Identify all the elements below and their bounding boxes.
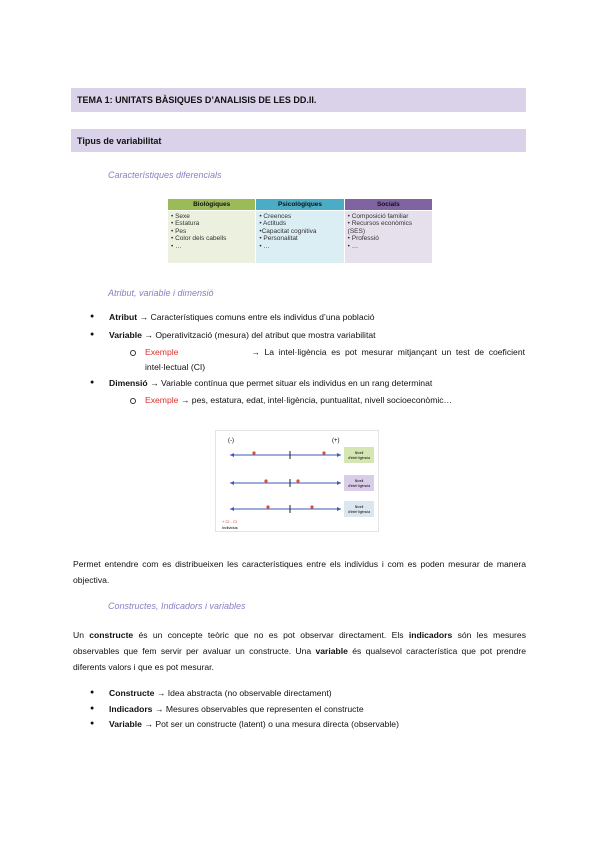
example-label: Exemple (145, 395, 179, 405)
bullet-circle (130, 398, 136, 404)
figure-box-label: Nivell (354, 505, 364, 509)
para-text: són les mesures observables que fem servir per avaluar un constructe. Una (73, 630, 526, 656)
table-item: (SES) (347, 227, 365, 235)
header-band (71, 88, 526, 112)
figure-box-sub: d'intel·ligència (347, 510, 371, 514)
table-item: • … (259, 242, 270, 250)
term-indicadors: indicadors (408, 630, 453, 640)
example-2-text: → pes, estatura, edat, intel·ligència, puntualitat, nivell socioeconòmic… (178, 395, 453, 405)
subheading-attribute: Atribut, variable i dimensió (108, 288, 214, 298)
example-1 (145, 347, 525, 358)
figure-box-sub: d'intel·ligència (347, 484, 371, 488)
list-item-indicadors (109, 704, 364, 715)
table-header-bio: Biològiques (168, 199, 256, 211)
table-item: •Capacitat cognitiva (259, 227, 317, 235)
characteristics-table (167, 198, 433, 264)
table-item: • Estatura (171, 220, 200, 228)
person-icon (266, 505, 269, 508)
table-item: • Creences (259, 213, 292, 220)
bullet-dot: ● (90, 313, 95, 320)
bullet-dot: ● (90, 379, 95, 386)
term-atribut: Atribut (109, 312, 138, 322)
example-label: Exemple (145, 347, 179, 357)
figure-row-3 (230, 501, 374, 517)
list-item-variable (109, 330, 376, 341)
person-icon (296, 479, 299, 482)
figure-box-label: Nivell (354, 479, 364, 483)
table-item: • Personalitat (259, 235, 298, 243)
table-item: • Color dels cabells (171, 235, 227, 243)
table-item: • Composició familiar (347, 213, 409, 220)
section-title: Tipus de variabilitat (77, 136, 162, 146)
section-band (71, 129, 526, 152)
table-item: • Sexe (171, 213, 190, 220)
person-icon (310, 505, 313, 508)
bullet-dot: ● (90, 689, 95, 696)
table-header-soc: Socials (344, 199, 432, 211)
subheading-characteristics: Característiques diferencials (108, 170, 222, 180)
para-text: és qualsevol característica que pot prendre diferents valors i que es pot mesurar. (73, 646, 526, 672)
term-variable: Variable (109, 330, 142, 340)
paragraph-distribution: Permet entendre com es distribueixen les característiques entre els individus i com es poden mesurar de manera objectiva. (73, 559, 526, 585)
paragraph-constructs (73, 627, 526, 675)
figure-footer-ci: + CI - CI (222, 519, 238, 524)
table-header-psi: Psicològiques (256, 199, 344, 211)
figure-box-label: Nivell (354, 451, 364, 455)
bullet-dot: ● (90, 331, 95, 338)
person-icon (252, 451, 255, 454)
table-cell-psi (256, 211, 344, 264)
table-item: • Actituds (259, 220, 287, 228)
bullet-dot: ● (90, 720, 95, 727)
list-item-constructe (109, 688, 332, 699)
figure-footer-individus: Individus (222, 525, 238, 530)
para-text: Un (73, 630, 90, 640)
bullet-dot: ● (90, 705, 95, 712)
list-item-variable-2 (109, 719, 399, 730)
figure-minus-label: (-) (228, 438, 234, 444)
list-item-atribut (109, 312, 375, 323)
term: Indicadors (109, 704, 153, 714)
dimension-diagram (216, 431, 378, 531)
person-icon (322, 451, 325, 454)
example-1-cont: intel·lectual (CI) (145, 362, 206, 372)
term: Variable (109, 719, 142, 729)
term-dimensio: Dimensió (109, 378, 148, 388)
person-icon (264, 479, 267, 482)
figure-row-2 (230, 475, 374, 491)
text-dimensio: → Variable contínua que permet situar els individus en un rang determinat (147, 378, 433, 388)
table-cell-bio (168, 211, 256, 264)
table-item: • … (171, 242, 182, 250)
para-text: és un concepte teòric que no es pot observar directament. Els (133, 630, 409, 640)
term: Constructe (109, 688, 155, 698)
term-variable: variable (315, 646, 348, 656)
dimension-figure (215, 430, 379, 532)
page-title: TEMA 1: UNITATS BÀSIQUES D’ANALISIS DE LES DD.II. (77, 95, 317, 105)
figure-plus-label: (+) (332, 438, 340, 444)
term-text: → Pot ser un constructe (latent) o una mesura directa (observable) (141, 719, 399, 729)
term-text: → Mesures observables que representen el constructe (152, 704, 364, 714)
table-item: • Recursos econòmics (347, 220, 413, 228)
example-2 (145, 395, 452, 406)
example-1-text: → La intel·ligència es pot mesurar mitjançant un test de coeficient (251, 347, 525, 357)
term-constructe: constructe (89, 630, 134, 640)
table-item: • Pes (171, 227, 187, 235)
table-item: • Professió (347, 235, 379, 243)
table-cell-soc (344, 211, 432, 264)
table-item: • … (347, 242, 359, 250)
list-item-dimensio (109, 378, 432, 389)
term-text: → Idea abstracta (no observable directament) (154, 688, 332, 698)
text-variable: → Operativització (mesura) del atribut que mostra variabilitat (141, 330, 376, 340)
bullet-circle (130, 350, 136, 356)
subheading-constructs: Constructes, Indicadors i variables (108, 601, 246, 611)
figure-box-sub: d'intel·ligència (347, 456, 371, 460)
figure-row-1 (230, 447, 374, 463)
text-atribut: → Característiques comuns entre els individus d’una població (137, 312, 375, 322)
